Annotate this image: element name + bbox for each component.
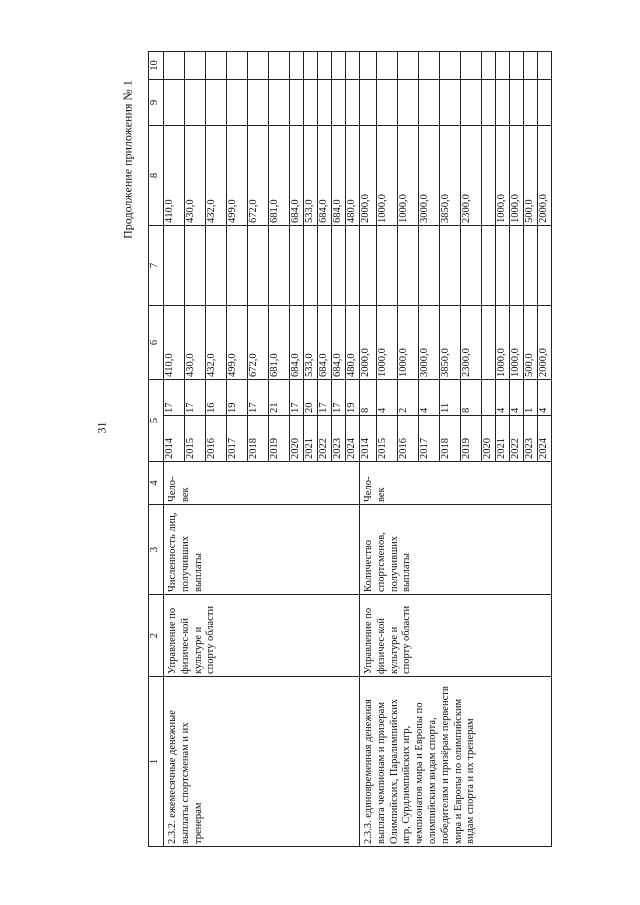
year-cell: 2022 (510, 416, 524, 462)
table-body (164, 52, 552, 847)
empty-col9 (269, 80, 290, 126)
value-col5: 17 (164, 380, 185, 416)
value-col5: 17 (185, 380, 206, 416)
col-header-9: 9 (149, 80, 164, 126)
empty-col9 (227, 80, 248, 126)
year-cell: 2024 (538, 416, 552, 462)
empty-col9 (440, 80, 461, 126)
section-unit: Чело-век (164, 462, 360, 505)
year-cell: 2023 (524, 416, 538, 462)
value-col6: 684,0 (290, 306, 304, 380)
value-col8: 681,0 (269, 126, 290, 226)
value-col8: 500,0 (524, 126, 538, 226)
value-col8: 2000,0 (538, 126, 552, 226)
value-col6: 3850,0 (440, 306, 461, 380)
value-col6: 1000,0 (377, 306, 398, 380)
section-name: 2.3.3. единовременная денежная выплата чемпионам и призерам Олимпийских, Паралимпийских игр, Сурдлимпийских игр, чемпионатов мира и Европы по олимпийским видам спорта, победителям и призёрам первенств мира и Европы по олимпийским видам спорта и их тренерам (360, 677, 552, 847)
value-col8: 499,0 (227, 126, 248, 226)
value-col6: 1000,0 (398, 306, 419, 380)
value-col5: 21 (269, 380, 290, 416)
value-col5: 4 (510, 380, 524, 416)
value-col5: 17 (290, 380, 304, 416)
value-col8: 480,0 (346, 126, 360, 226)
year-cell: 2019 (269, 416, 290, 462)
empty-col9 (496, 80, 510, 126)
value-col5: 4 (377, 380, 398, 416)
value-col8: 533,0 (304, 126, 318, 226)
empty-col9 (461, 80, 482, 126)
empty-col9 (538, 80, 552, 126)
empty-col9 (398, 80, 419, 126)
empty-col7 (164, 226, 185, 306)
value-col6: 681,0 (269, 306, 290, 380)
value-col5: 17 (318, 380, 332, 416)
empty-col9 (185, 80, 206, 126)
year-cell: 2022 (318, 416, 332, 462)
year-cell: 2018 (440, 416, 461, 462)
col-header-2: 2 (149, 595, 164, 677)
empty-col10 (346, 52, 360, 80)
value-col8: 672,0 (248, 126, 269, 226)
value-col5: 17 (332, 380, 346, 416)
value-col6: 1000,0 (510, 306, 524, 380)
value-col6: 430,0 (185, 306, 206, 380)
empty-col7 (524, 226, 538, 306)
empty-col7 (377, 226, 398, 306)
value-col8: 684,0 (318, 126, 332, 226)
year-cell: 2020 (290, 416, 304, 462)
value-col8: 430,0 (185, 126, 206, 226)
empty-col9 (360, 80, 377, 126)
empty-col9 (290, 80, 304, 126)
value-col8: 1000,0 (398, 126, 419, 226)
section-indicator: Количество спортсменов, получивших выплаты (360, 505, 552, 595)
value-col5 (482, 380, 496, 416)
year-cell: 2016 (206, 416, 227, 462)
data-table (148, 51, 552, 847)
value-col8: 1000,0 (510, 126, 524, 226)
value-col6: 2000,0 (538, 306, 552, 380)
empty-col7 (461, 226, 482, 306)
empty-col10 (419, 52, 440, 80)
year-cell: 2023 (332, 416, 346, 462)
empty-col7 (332, 226, 346, 306)
empty-col10 (248, 52, 269, 80)
value-col6 (482, 306, 496, 380)
year-cell: 2014 (164, 416, 185, 462)
value-col6: 499,0 (227, 306, 248, 380)
empty-col10 (440, 52, 461, 80)
year-cell: 2024 (346, 416, 360, 462)
col-header-3: 3 (149, 505, 164, 595)
empty-col10 (482, 52, 496, 80)
value-col8: 1000,0 (496, 126, 510, 226)
value-col6: 2000,0 (360, 306, 377, 380)
value-col5: 1 (524, 380, 538, 416)
value-col6: 684,0 (332, 306, 346, 380)
year-cell: 2016 (398, 416, 419, 462)
year-cell: 2021 (304, 416, 318, 462)
empty-col10 (290, 52, 304, 80)
section-executor: Управление по физичес-кой культуре и спорту области (164, 595, 360, 677)
empty-col10 (538, 52, 552, 80)
empty-col7 (440, 226, 461, 306)
value-col5: 11 (440, 380, 461, 416)
empty-col7 (482, 226, 496, 306)
value-col6: 684,0 (318, 306, 332, 380)
table-row (164, 52, 185, 847)
value-col8: 3850,0 (440, 126, 461, 226)
empty-col7 (304, 226, 318, 306)
section-indicator: Численность лиц, получивших выплаты (164, 505, 360, 595)
empty-col9 (164, 80, 185, 126)
empty-col9 (304, 80, 318, 126)
value-col8: 432,0 (206, 126, 227, 226)
empty-col10 (206, 52, 227, 80)
empty-col7 (227, 226, 248, 306)
value-col6: 480,0 (346, 306, 360, 380)
year-cell: 2017 (419, 416, 440, 462)
year-cell: 2014 (360, 416, 377, 462)
value-col8: 684,0 (290, 126, 304, 226)
empty-col10 (269, 52, 290, 80)
value-col6: 410,0 (164, 306, 185, 380)
empty-col7 (185, 226, 206, 306)
value-col8 (482, 126, 496, 226)
empty-col9 (318, 80, 332, 126)
col-header-6: 6 (149, 306, 164, 380)
col-header-1: 1 (149, 677, 164, 847)
year-cell: 2020 (482, 416, 496, 462)
empty-col10 (377, 52, 398, 80)
col-header-4: 4 (149, 462, 164, 505)
table-row (360, 52, 377, 847)
empty-col7 (496, 226, 510, 306)
section-executor: Управление по физичес-кой культуре и спорту области (360, 595, 552, 677)
empty-col9 (332, 80, 346, 126)
empty-col7 (318, 226, 332, 306)
year-cell: 2019 (461, 416, 482, 462)
value-col6: 500,0 (524, 306, 538, 380)
continuation-note-text: Продолжение приложения № 1 (120, 80, 135, 239)
value-col5: 4 (496, 380, 510, 416)
value-col6: 672,0 (248, 306, 269, 380)
value-col8: 410,0 (164, 126, 185, 226)
year-cell: 2021 (496, 416, 510, 462)
empty-col7 (290, 226, 304, 306)
value-col8: 684,0 (332, 126, 346, 226)
empty-col10 (164, 52, 185, 80)
value-col5: 8 (461, 380, 482, 416)
value-col6: 1000,0 (496, 306, 510, 380)
empty-col7 (398, 226, 419, 306)
empty-col10 (398, 52, 419, 80)
empty-col9 (524, 80, 538, 126)
empty-col7 (206, 226, 227, 306)
value-col8: 1000,0 (377, 126, 398, 226)
empty-col10 (510, 52, 524, 80)
empty-col9 (346, 80, 360, 126)
value-col8: 2000,0 (360, 126, 377, 226)
empty-col7 (346, 226, 360, 306)
value-col6: 3000,0 (419, 306, 440, 380)
col-header-7: 7 (149, 226, 164, 306)
value-col6: 432,0 (206, 306, 227, 380)
empty-col7 (360, 226, 377, 306)
section-unit: Чело-век (360, 462, 552, 505)
empty-col9 (419, 80, 440, 126)
empty-col10 (304, 52, 318, 80)
year-cell: 2018 (248, 416, 269, 462)
value-col5: 20 (304, 380, 318, 416)
empty-col10 (318, 52, 332, 80)
value-col5: 2 (398, 380, 419, 416)
value-col5: 4 (419, 380, 440, 416)
empty-col9 (482, 80, 496, 126)
value-col5: 4 (538, 380, 552, 416)
year-cell: 2015 (185, 416, 206, 462)
empty-col10 (461, 52, 482, 80)
empty-col9 (248, 80, 269, 126)
col-header-10: 10 (149, 52, 164, 80)
value-col5: 8 (360, 380, 377, 416)
col-header-8: 8 (149, 126, 164, 226)
value-col6: 2300,0 (461, 306, 482, 380)
empty-col9 (377, 80, 398, 126)
value-col5: 16 (206, 380, 227, 416)
empty-col7 (248, 226, 269, 306)
year-cell: 2015 (377, 416, 398, 462)
page-number: 31 (94, 421, 109, 434)
empty-col10 (227, 52, 248, 80)
empty-col10 (524, 52, 538, 80)
value-col5: 17 (248, 380, 269, 416)
empty-col7 (419, 226, 440, 306)
value-col5: 19 (346, 380, 360, 416)
empty-col7 (510, 226, 524, 306)
rotated-table-container (148, 52, 558, 847)
year-cell: 2017 (227, 416, 248, 462)
empty-col10 (496, 52, 510, 80)
empty-col9 (206, 80, 227, 126)
empty-col10 (332, 52, 346, 80)
empty-col10 (360, 52, 377, 80)
empty-col9 (510, 80, 524, 126)
empty-col7 (538, 226, 552, 306)
section-name: 2.3.2. ежемесячные денежные выплаты спортсменам и их тренерам (164, 677, 360, 847)
value-col5: 19 (227, 380, 248, 416)
header-row (149, 52, 164, 847)
empty-col10 (185, 52, 206, 80)
empty-col7 (269, 226, 290, 306)
continuation-note (118, 80, 138, 240)
value-col6: 533,0 (304, 306, 318, 380)
col-header-5: 5 (149, 380, 164, 462)
value-col8: 3000,0 (419, 126, 440, 226)
value-col8: 2300,0 (461, 126, 482, 226)
